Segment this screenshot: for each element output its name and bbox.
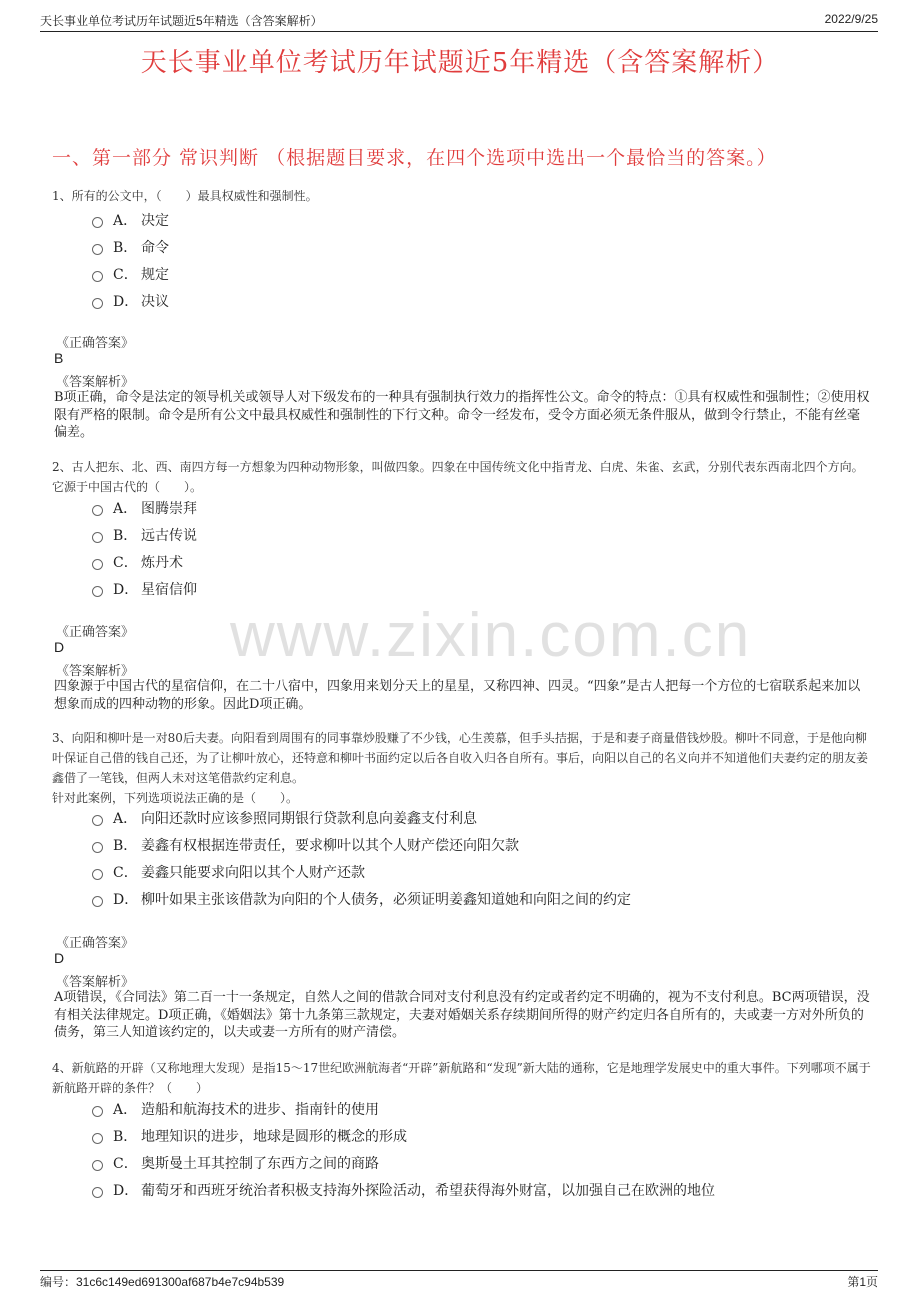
radio-icon[interactable] — [92, 815, 103, 826]
option-d[interactable]: D． 柳叶如果主张该借款为向阳的个人债务，必须证明姜鑫知道她和向阳之间的约定 — [92, 889, 631, 909]
option-c[interactable]: C． 规定 — [92, 264, 169, 284]
explanation-text: A项错误，《合同法》第二百一十一条规定，自然人之间的借款合同对支付利息没有约定或者约定不明确的，视为不支付利息。BC两项错误，没有相关法律规定。D项正确，《婚姻法》第十九条第三款规定，夫妻对婚姻关系存续期间所得的财产约定归各自所有的，夫或妻一方对外所负的债务，第三人知道该约定的，以夫或妻一方所有的财产清偿。 — [54, 990, 870, 1040]
option-b[interactable]: B． 姜鑫有权根据连带责任，要求柳叶以其个人财产偿还向阳欠款 — [92, 835, 519, 855]
option-c[interactable]: C． 奥斯曼土耳其控制了东西方之间的商路 — [92, 1153, 379, 1173]
radio-icon[interactable] — [92, 559, 103, 570]
radio-icon[interactable] — [92, 1187, 103, 1198]
radio-icon[interactable] — [92, 217, 103, 228]
question-stem: 3、向阳和柳叶是一对80后夫妻。向阳看到周围有的同事靠炒股赚了不少钱，心生羡慕，但手头拮据，于是和妻子商量借钱炒股。柳叶不同意，于是他向柳叶保证自己借的钱自己还，为了让柳叶放心，还特意和柳叶书面约定以后各自收入归各自所有。事后，向阳以自己的名义向并不知道他们夫妻约定的朋友姜鑫借了一笔钱，但两人未对这笔借款约定利息。 — [52, 731, 869, 785]
radio-icon[interactable] — [92, 298, 103, 309]
radio-icon[interactable] — [92, 505, 103, 516]
radio-icon[interactable] — [92, 532, 103, 543]
question-stem-prompt: 针对此案例，下列选项说法正确的是（ ）。 — [52, 791, 299, 805]
correct-answer: D — [54, 950, 65, 966]
radio-icon[interactable] — [92, 842, 103, 853]
radio-icon[interactable] — [92, 271, 103, 282]
page-number: 第1页 — [847, 1275, 878, 1289]
question-2 — [52, 457, 872, 497]
option-c[interactable]: C． 姜鑫只能要求向阳以其个人财产还款 — [92, 862, 365, 882]
radio-icon[interactable] — [92, 1106, 103, 1117]
option-d[interactable]: D． 决议 — [92, 291, 169, 311]
correct-answer: B — [54, 350, 64, 366]
correct-answer-label: 《正确答案》 — [56, 625, 135, 640]
question-stem: 2、古人把东、北、西、南四方每一方想象为四种动物形象，叫做四象。四象在中国传统文化中指青龙、白虎、朱雀、玄武，分别代表东西南北四个方向。它源于中国古代的（ ）。 — [52, 460, 864, 494]
correct-answer-label: 《正确答案》 — [56, 936, 135, 951]
explanation-label: 《答案解析》 — [56, 975, 135, 990]
question-stem: 1、所有的公文中，（ ）最具权威性和强制性。 — [52, 189, 318, 203]
radio-icon[interactable] — [92, 1160, 103, 1171]
document-title: 天长事业单位考试历年试题近5年精选（含答案解析） — [140, 48, 780, 78]
radio-icon[interactable] — [92, 244, 103, 255]
section-heading: 一、第一部分 常识判断 （根据题目要求，在四个选项中选出一个最恰当的答案。） — [52, 147, 777, 169]
correct-answer: D — [54, 639, 65, 655]
radio-icon[interactable] — [92, 869, 103, 880]
option-d[interactable]: D． 葡萄牙和西班牙统治者积极支持海外探险活动，希望获得海外财富，以加强自己在欧洲的地位 — [92, 1180, 715, 1200]
explanation-label: 《答案解析》 — [56, 375, 135, 390]
option-a[interactable]: A． 向阳还款时应该参照同期银行贷款利息向姜鑫支付利息 — [92, 808, 477, 828]
explanation-text: B项正确，命令是法定的领导机关或领导人对下级发布的一种具有强制执行效力的指挥性公文。命令的特点：①具有权威性和强制性；②使用权限有严格的限制。命令是所有公文中最具权威性和强制性的下行文种。命令一经发布，受令方面必须无条件服从，做到令行禁止，不能有丝毫偏差。 — [54, 390, 870, 440]
page-footer — [40, 1270, 878, 1292]
option-a[interactable]: A． 决定 — [92, 210, 169, 230]
radio-icon[interactable] — [92, 896, 103, 907]
radio-icon[interactable] — [92, 1133, 103, 1144]
correct-answer-label: 《正确答案》 — [56, 336, 135, 351]
explanation-label: 《答案解析》 — [56, 664, 135, 679]
question-3 — [52, 728, 872, 808]
page-header — [40, 10, 878, 32]
option-a[interactable]: A． 造船和航海技术的进步、指南针的使用 — [92, 1099, 379, 1119]
radio-icon[interactable] — [92, 586, 103, 597]
header-doc-title: 天长事业单位考试历年试题近5年精选（含答案解析） — [40, 14, 323, 28]
question-4 — [52, 1058, 872, 1098]
question-1 — [52, 186, 872, 206]
explanation-text: 四象源于中国古代的星宿信仰，在二十八宿中，四象用来划分天上的星星，又称四神、四灵。“四象”是古人把每一个方位的七宿联系起来加以想象而成的四种动物的形象。因此D项正确。 — [54, 679, 861, 712]
document-code: 编号：31c6c149ed691300af687b4e7c94b539 — [40, 1275, 285, 1289]
header-date: 2022/9/25 — [824, 12, 878, 26]
option-b[interactable]: B． 远古传说 — [92, 525, 197, 545]
option-b[interactable]: B． 命令 — [92, 237, 169, 257]
question-stem: 4、新航路的开辟（又称地理大发现）是指15～17世纪欧洲航海者“开辟”新航路和“发现”新大陆的通称，它是地理学发展史中的重大事件。下列哪项不属于新航路开辟的条件？（ ） — [52, 1061, 871, 1095]
option-b[interactable]: B． 地理知识的进步，地球是圆形的概念的形成 — [92, 1126, 407, 1146]
option-a[interactable]: A． 图腾崇拜 — [92, 498, 197, 518]
watermark: www.zixin.com.cn — [230, 601, 752, 670]
option-d[interactable]: D． 星宿信仰 — [92, 579, 197, 599]
option-c[interactable]: C． 炼丹术 — [92, 552, 183, 572]
